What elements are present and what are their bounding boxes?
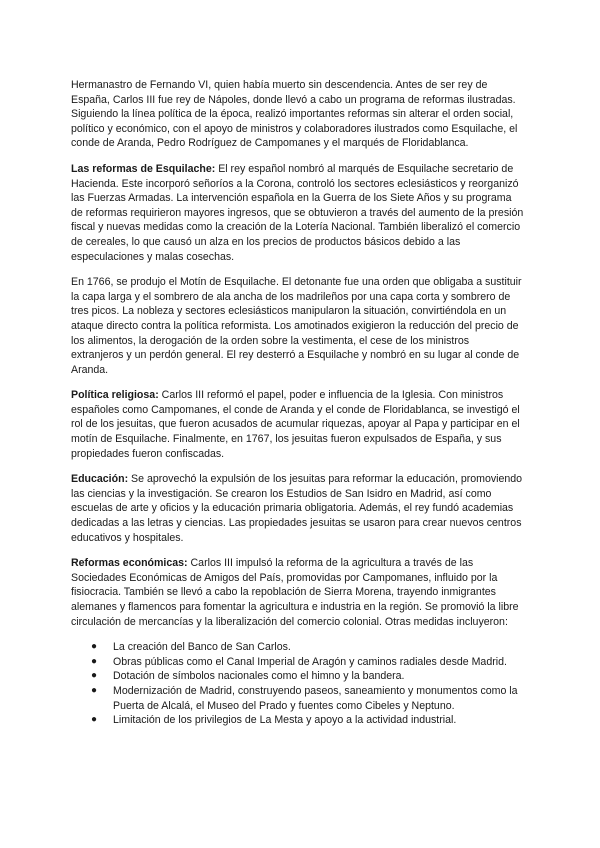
educacion-heading: Educación: [71, 473, 129, 486]
list-item-text: Dotación de símbolos nacionales como el himno y la bandera. [113, 670, 405, 683]
list-item-text: Modernización de Madrid, construyendo paseos, saneamiento y monumentos como la Puerta de Alcalá, el Museo del Prado y fuentes como Cibeles y Neptuno. [113, 684, 518, 712]
intro-paragraph: Hermanastro de Fernando VI, quien había muerto sin descendencia. Antes de ser rey de España, Carlos III fue rey de Nápoles, donde llevó a cabo un programa de reformas ilustradas. Siguiendo la línea política de la época, realizó importantes reformas sin alterar el orden social, político y económico, con el apoyo de ministros y colaboradores ilustrados como Esquilache, el conde de Aranda, Pedro Rodríguez de Campomanes y el marqués de Floridablanca. [71, 79, 518, 150]
economicas-paragraph [71, 556, 524, 629]
esquilache-heading: Las reformas de Esquilache: [71, 162, 216, 175]
esquilache-text: El rey español nombró al marqués de Esquilache secretario de Hacienda. Este incorporó señoríos a la Corona, controló los sectores eclesiásticos y reorganizó las Fuerzas Armadas. La intervención española en la Guerra de los Siete Años y su programa de reformas requirieron mayores ingresos, que se obtuvieron a través del aumento de la presión fiscal y nuevas medidas como la creación de la Lotería Nacional. También liberalizó el comercio de cereales, lo que causó un alza en los precios de productos básicos debido a las especulaciones y malas cosechas. [71, 162, 524, 263]
bullet-icon: ● [91, 684, 98, 696]
motin-paragraph: En 1766, se produjo el Motín de Esquilache. El detonante fue una orden que obligaba a sustituir la capa larga y el sombrero de ala ancha de los madrileños por una capa corta y sombrero de tres picos. La nobleza y sectores eclesiásticos manipularon la situación, convirtiéndola en un ataque directo contra la política reformista. Los amotinados exigieron la reducción del precio de los alimentos, la derogación de la orden sobre la vestimenta, el cese de los ministros extranjeros y un perdón general. El rey desterró a Esquilache y nombró en su lugar al conde de Aranda. [71, 276, 522, 376]
bullet-icon: ● [91, 641, 98, 653]
economicas-heading: Reformas económicas: [71, 557, 188, 570]
list-item [91, 684, 524, 713]
list-item-text: La creación del Banco de San Carlos. [113, 641, 291, 654]
economicas-text: Carlos III impulsó la reforma de la agricultura a través de las Sociedades Económicas de Amigos del País, promovidas por Campomanes, influido por la fisiocracia. También se llevó a cabo la repoblación de Sierra Morena, trayendo inmigrantes alemanes y flamencos para fomentar la agricultura e industria en la región. Se promovió la libre circulación de mercancías y la liberalización del comercio colonial. Otras medidas incluyeron: [71, 557, 519, 628]
educacion-paragraph [71, 472, 524, 545]
list-item-text: Obras públicas como el Canal Imperial de Aragón y caminos radiales desde Madrid. [113, 655, 507, 668]
bullet-icon: ● [91, 670, 98, 682]
esquilache-paragraph [71, 162, 524, 264]
list-item [91, 640, 524, 655]
bullet-icon: ● [91, 714, 98, 726]
list-item [91, 713, 524, 728]
religiosa-heading: Política religiosa: [71, 389, 159, 402]
list-item [91, 669, 524, 684]
bullet-icon: ● [91, 655, 98, 667]
educacion-text: Se aprovechó la expulsión de los jesuitas para reformar la educación, promoviendo las ciencias y la investigación. Se crearon los Estudios de San Isidro en Madrid, así como escuelas de arte y oficios y la educación primaria obligatoria. Además, el rey fundó academias dedicadas a las letras y ciencias. Las propiedades jesuitas se usaron para crear nuevos centros educativos y hospitales. [71, 473, 523, 544]
religiosa-text: Carlos III reformó el papel, poder e influencia de la Iglesia. Con ministros españoles como Campomanes, el conde de Aranda y el conde de Floridablanca, se investigó el rol de los jesuitas, que fueron acusados de acumular riquezas, apoyar al Papa y participar en el motín de Esquilache. Finalmente, en 1767, los jesuitas fueron expulsados de España, y sus propiedades fueron confiscadas. [71, 389, 520, 460]
religiosa-paragraph [71, 388, 524, 461]
measures-list [71, 640, 524, 728]
list-item [91, 655, 524, 670]
list-item-text: Limitación de los privilegios de La Mesta y apoyo a la actividad industrial. [113, 714, 457, 727]
